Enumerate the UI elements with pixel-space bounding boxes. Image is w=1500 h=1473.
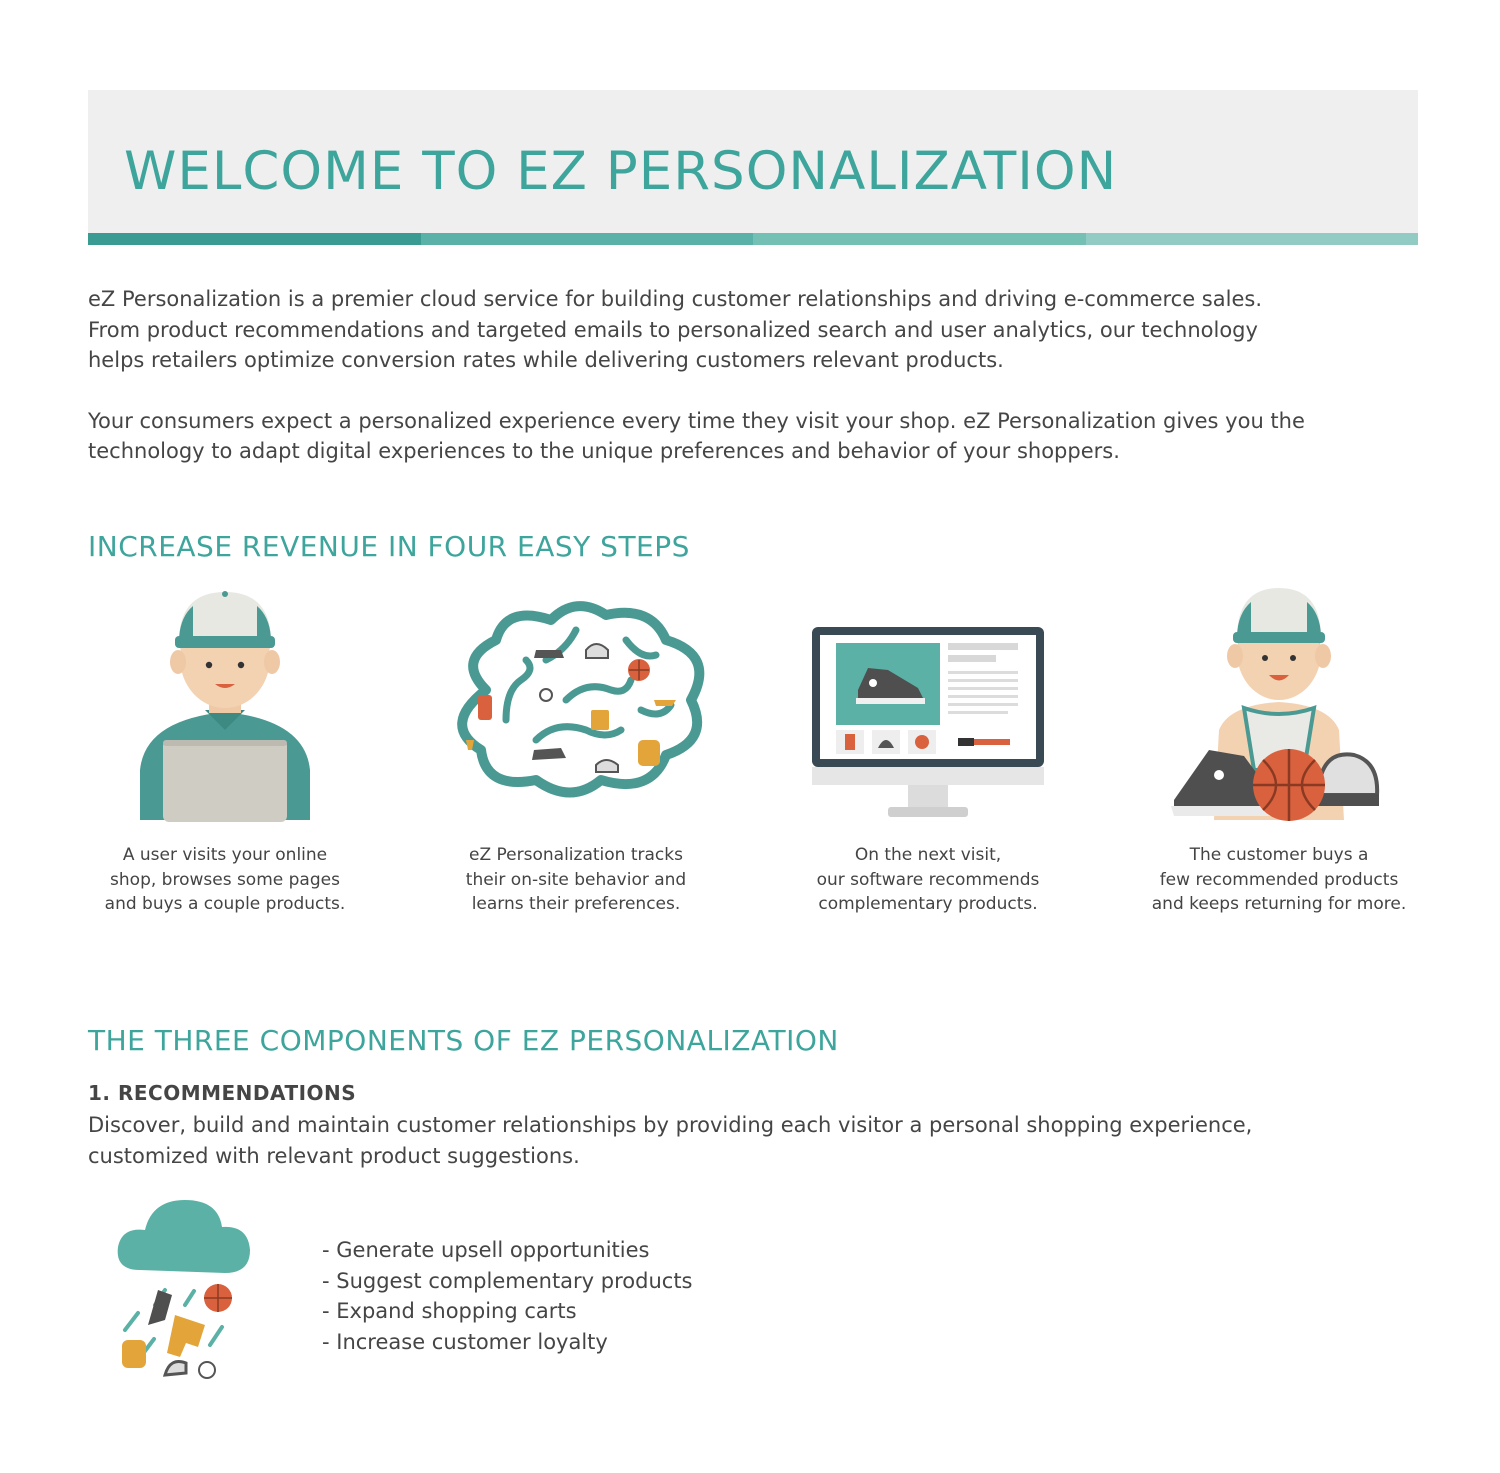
list-item: - Generate upsell opportunities xyxy=(322,1238,650,1262)
step-3 xyxy=(778,580,1078,914)
recommendations-heading: 1. RECOMMENDATIONS xyxy=(88,1081,357,1105)
step-4-text: The customer buys a few recommended products and keeps returning for more. xyxy=(1151,845,1407,914)
steps-section-title: INCREASE REVENUE IN FOUR EASY STEPS xyxy=(88,530,690,563)
recommendations-description: Discover, build and maintain customer relationships by providing each visitor a personal shopping experience, customized with relevant product suggestions. xyxy=(88,1113,1253,1168)
header-box xyxy=(88,90,1418,233)
stripe-segment xyxy=(753,233,1086,245)
brain-products-icon xyxy=(426,580,726,825)
recommendations-bullet-list xyxy=(322,1235,693,1357)
header-stripe xyxy=(88,233,1418,245)
cloud-products-icon xyxy=(110,1195,260,1390)
page-title: WELCOME TO EZ PERSONALIZATION xyxy=(124,141,1118,202)
list-item: - Suggest complementary products xyxy=(322,1268,693,1293)
monitor-recommendation-icon xyxy=(778,580,1078,825)
list-item: - Increase customer loyalty xyxy=(322,1329,608,1354)
step-2 xyxy=(426,580,726,914)
intro-paragraph-2: Your consumers expect a personalized experience every time they visit your shop. eZ Personalization gives you the technology to adapt digital experiences to the unique preferences and behavior of your shoppers. xyxy=(88,408,1305,463)
step-3-text: On the next visit, our software recommends complementary products. xyxy=(816,845,1040,914)
components-section-title: THE THREE COMPONENTS OF EZ PERSONALIZATION xyxy=(88,1024,839,1057)
happy-customer-icon xyxy=(1129,580,1429,825)
stripe-segment xyxy=(1086,233,1419,245)
intro xyxy=(88,284,1428,467)
step-4 xyxy=(1129,580,1429,914)
intro-paragraph-1: eZ Personalization is a premier cloud service for building customer relationships and driving e-commerce sales. From product recommendations and targeted emails to personalized search and user analytics, our technology helps retailers optimize conversion rates while delivering customers relevant products. xyxy=(88,287,1262,372)
user-laptop-icon xyxy=(75,580,375,825)
step-2-text: eZ Personalization tracks their on-site behavior and learns their preferences. xyxy=(465,845,687,914)
stripe-segment xyxy=(88,233,421,245)
step-1-text: A user visits your online shop, browses some pages and buys a couple products. xyxy=(104,845,346,914)
step-1 xyxy=(75,580,375,914)
stripe-segment xyxy=(421,233,754,245)
list-item: - Expand shopping carts xyxy=(322,1299,577,1323)
